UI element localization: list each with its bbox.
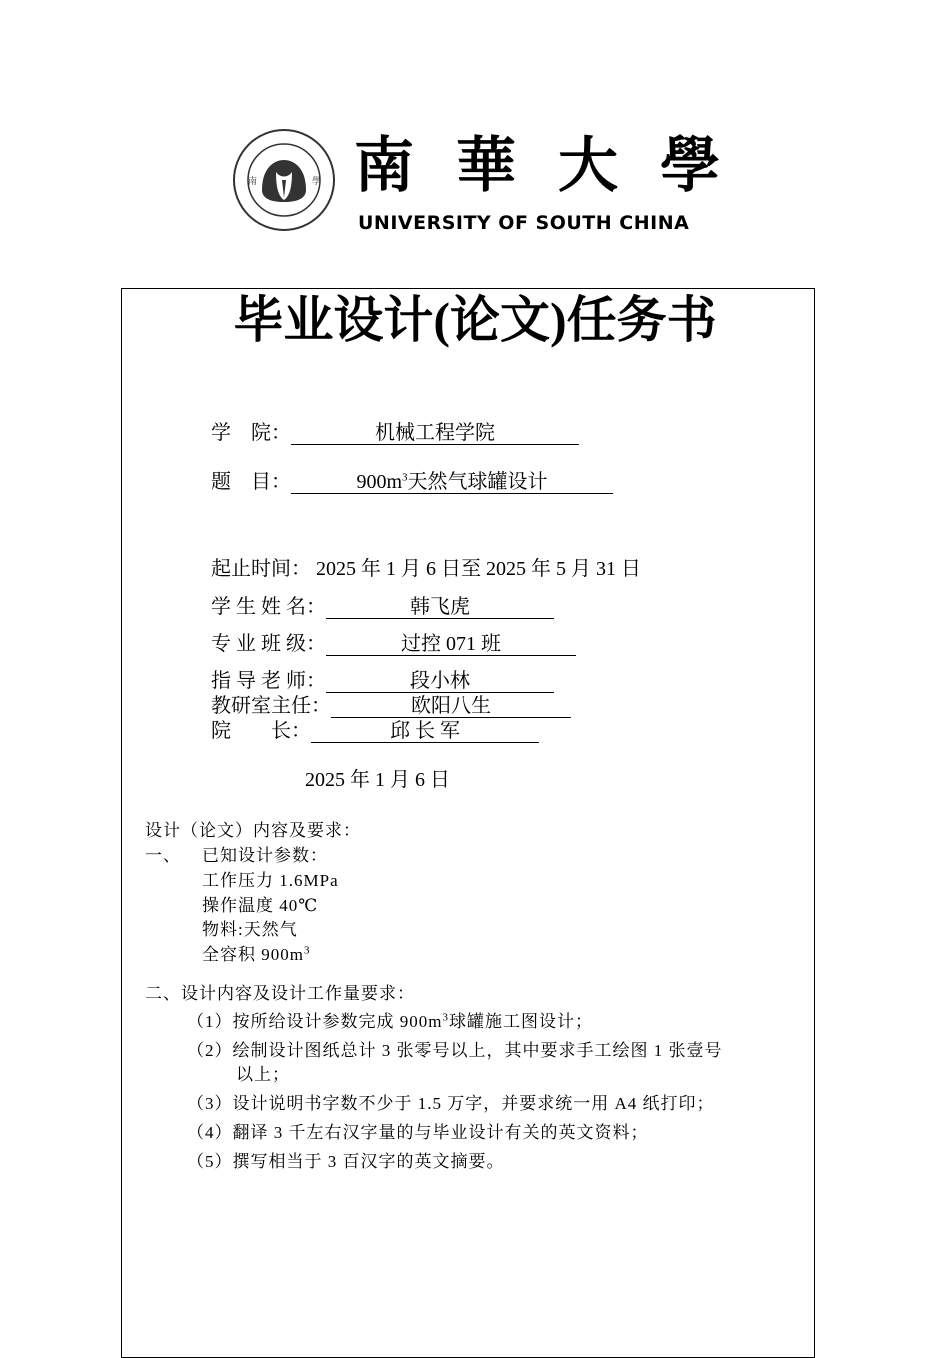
period-row [211, 556, 641, 582]
dean-label: 院 长： [211, 720, 311, 742]
requirement-item-2: （2）绘制设计图纸总计 3 张零号以上，其中要求手工绘图 1 张壹号 [187, 1041, 723, 1060]
requirement-item-4: （4）翻译 3 千左右汉字量的与毕业设计有关的英文资料； [187, 1123, 649, 1142]
requirement-item-3: （3）设计说明书字数不少于 1.5 万字，并要求统一用 A4 纸打印； [187, 1094, 715, 1113]
class-value: 过控 071 班 [326, 633, 576, 656]
param-material: 物料:天然气 [202, 920, 298, 939]
advisor-value: 段小林 [326, 670, 554, 693]
logo-char: 大 [558, 131, 618, 201]
director-value: 欧阳八生 [331, 695, 571, 718]
class-row [211, 631, 576, 657]
logo-english-name: UNIVERSITY OF SOUTH CHINA [358, 212, 690, 234]
college-row [211, 420, 579, 446]
topic-value: $900m^3$天然气球罐设计 [291, 471, 613, 494]
advisor-label: 指 导 老 师： [211, 670, 326, 692]
topic-label: 题 目： [211, 471, 291, 493]
logo-char: 學 [660, 131, 720, 201]
requirement-item-5: （5）撰写相当于 3 百汉字的英文摘要。 [187, 1152, 505, 1171]
director-row [211, 693, 571, 719]
college-label: 学 院： [211, 422, 291, 444]
requirement-item-2-cont: 以上； [236, 1065, 290, 1084]
period-value: 2025 年 1 月 6 日至 2025 年 5 月 31 日 [316, 558, 641, 580]
university-seal-icon [232, 128, 336, 232]
issue-date: 2025 年 1 月 6 日 [305, 769, 450, 791]
svg-text:學: 學 [312, 177, 322, 187]
section1-title: 已知设计参数： [202, 846, 328, 865]
dean-row [211, 718, 539, 744]
university-logo [232, 128, 722, 238]
page-title: 毕业设计(论文)任务书 [233, 292, 717, 348]
student-label: 学 生 姓 名： [211, 596, 326, 618]
student-row [211, 594, 554, 620]
section1-number: 一、 [145, 846, 181, 865]
logo-chinese-name [354, 130, 720, 202]
topic-row [211, 469, 613, 495]
period-label: 起止时间： [211, 558, 311, 580]
requirement-item-1: （1）按所给设计参数完成 $900m^3$球罐施工图设计； [187, 1011, 593, 1031]
director-label: 教研室主任： [211, 695, 331, 717]
section2-title: 二、设计内容及设计工作量要求： [145, 984, 415, 1003]
param-volume: 全容积 $900m^3$ [202, 944, 311, 964]
param-pressure: 工作压力 1.6MPa [202, 871, 339, 890]
student-value: 韩飞虎 [326, 596, 554, 619]
advisor-row [211, 668, 554, 694]
college-value: 机械工程学院 [291, 422, 579, 445]
logo-char: 南 [354, 131, 414, 201]
dean-value: 邱 长 军 [311, 720, 539, 743]
logo-char: 華 [456, 131, 516, 201]
requirements-heading: 设计（论文）内容及要求： [145, 821, 361, 840]
svg-text:南: 南 [248, 177, 258, 187]
param-temperature: 操作温度 40℃ [202, 896, 319, 915]
class-label: 专 业 班 级： [211, 633, 326, 655]
